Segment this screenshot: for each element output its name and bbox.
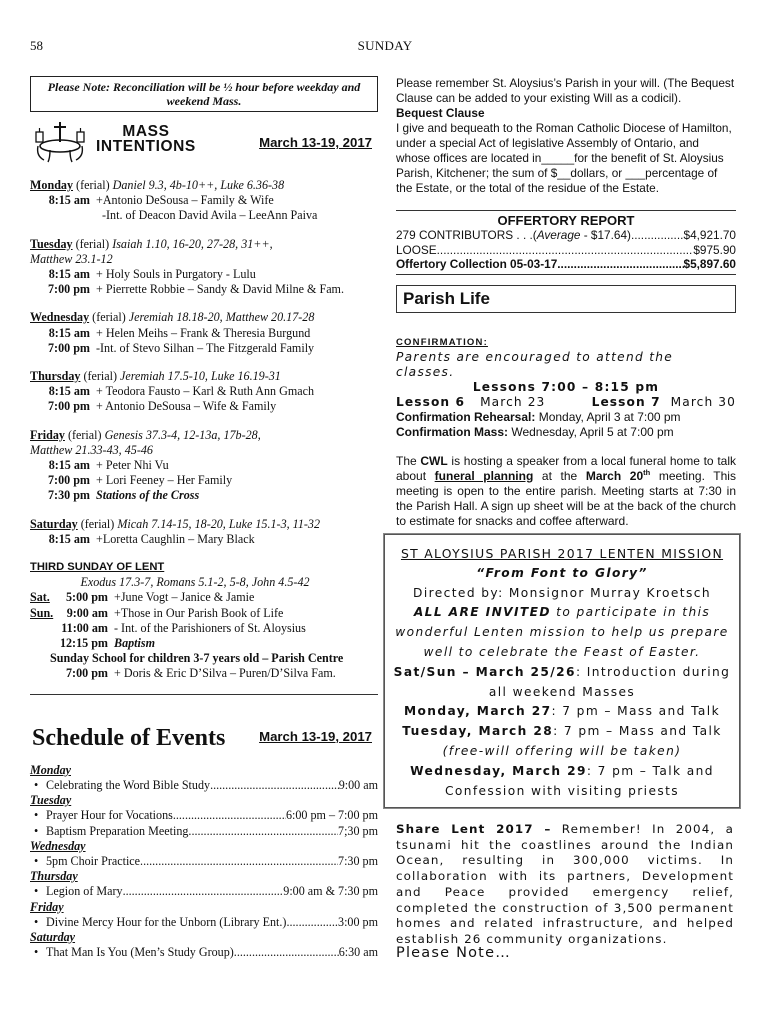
intention: - Int. of the Parishioners of St. Aloysius <box>114 620 306 635</box>
lesson-label: Lesson 6 <box>396 394 466 409</box>
day-label: Wednesday <box>30 310 90 325</box>
share-lent-text: Remember! In 2004, a tsunami hit the coastlines around the Indian Ocean, resulting in 300,000 victims. In collaboration with its partners, Development and Peace provided emergency relief, completed the construction of 3,500 permanent homes and related infrastructure, and helped establish 26 community organizations. <box>396 822 734 946</box>
cwl-announcement <box>396 454 736 529</box>
schedule-day: Tuesday <box>30 793 72 808</box>
mass-time: 7:00 pm <box>48 473 90 488</box>
schedule-header <box>30 701 378 763</box>
offertory-average-value: - $17.64) <box>580 228 631 242</box>
mass-time: 5:00 pm <box>66 590 108 605</box>
cwl-name: CWL <box>420 453 448 468</box>
cwl-text: meeting. This meeting is open to the entire parish. Meeting starts at 7:30 in the Parish Hall. A sign up sheet will be at the back of the church to estimate for snacks and coffee afterward. <box>396 468 736 528</box>
mass-intentions-date: March 13-19, 2017 <box>259 135 372 150</box>
event-time: 6:00 pm – 7:00 pm <box>285 808 378 823</box>
mass-time: 11:00 am <box>61 620 108 635</box>
day-label: Thursday <box>30 369 81 384</box>
offertory-row <box>396 257 736 272</box>
schedule-day: Friday <box>30 899 64 914</box>
intention: + Teodora Fausto – Karl & Ruth Ann Gmach <box>96 384 315 399</box>
event-name: Legion of Mary <box>46 884 123 899</box>
schedule-logo-text: Schedule of Events <box>32 724 226 751</box>
event-time: 7;30 pm <box>338 823 378 838</box>
day-note: (ferial) <box>64 427 105 442</box>
confirmation-mass-value: Wednesday, April 5 at 7:00 pm <box>508 424 674 439</box>
event-time: 6:30 am <box>338 945 378 960</box>
rehearsal-value: Monday, April 3 at 7:00 pm <box>535 409 681 424</box>
intention: + Pierrette Robbie – Sandy & David Milne & Fam. <box>96 282 344 297</box>
mission-date: Tuesday, March 28 <box>402 724 554 739</box>
day-note: (ferial) <box>72 236 113 251</box>
mission-event: all weekend Masses <box>488 684 636 699</box>
cwl-topic: funeral planning <box>434 468 534 483</box>
offertory-amount: $4,921.70 <box>683 228 736 242</box>
readings: Matthew 21.33-43, 45-46 <box>30 442 153 457</box>
offertory-label: LOOSE <box>396 242 437 257</box>
intention: +June Vogt – Janice & Jamie <box>114 590 255 605</box>
third-sunday-title: THIRD SUNDAY OF LENT <box>30 561 165 574</box>
mass-time: 8:15 am <box>48 267 90 282</box>
readings: Jeremiah 17.5-10, Luke 16.19-31 <box>120 369 281 384</box>
offertory-amount: $5,897.60 <box>683 257 736 271</box>
schedule-list <box>30 763 378 961</box>
mass-time: 7:30 pm <box>48 488 90 503</box>
event-name: Divine Mercy Hour for the Unborn (Library Ent.) <box>46 914 287 929</box>
bequest-text: I give and bequeath to the Roman Catholic Diocese of Hamilton, under a special Act of legislative Assembly of Ontario, and whose offices are located in_____for the benefit of St. Aloysius Parish, Kitchener; the sum of $__dollars, or ___percentage of the Estate, or the total of the residue of the Estate. <box>396 121 732 195</box>
schedule-item: • Prayer Hour for Vocations ..... 6:00 pm – 7:00 pm <box>30 808 378 823</box>
mission-event: : 7 pm – Mass and Talk <box>553 724 722 739</box>
lessons-time: Lessons 7:00 – 8:15 pm <box>472 379 660 394</box>
day-label: Sun. <box>30 605 54 620</box>
schedule-day: Wednesday <box>30 838 86 853</box>
schedule-of-events-logo <box>30 715 244 755</box>
cwl-date: March 20 <box>585 468 644 483</box>
mission-text: wonderful Lenten mission to help us prepare <box>395 625 729 640</box>
monday-intentions <box>30 178 378 224</box>
day-note: (ferial) <box>77 516 118 531</box>
offertory-label: Offertory Collection 05-03-17 <box>396 257 558 271</box>
event-name: Celebrating the Word Bible Study <box>46 777 211 792</box>
mass-intentions-title <box>96 124 196 154</box>
day-label: Friday <box>30 427 65 442</box>
intention: -Int. of Deacon David Avila – LeeAnn Paiva <box>102 208 318 223</box>
event-name: Baptism Preparation Meeting <box>46 823 189 838</box>
thursday-intentions <box>30 369 378 415</box>
mass-time: 7:00 pm <box>48 282 90 297</box>
lesson-date: March 30 <box>670 394 736 409</box>
intention: + Doris & Eric D’Silva – Puren/D’Silva Fam. <box>114 666 336 681</box>
readings: Genesis 37.3-4, 12-13a, 17b-28, <box>104 427 261 442</box>
event-time: 9:00 am & 7:30 pm <box>283 884 378 899</box>
rehearsal-label: Confirmation Rehearsal: <box>396 409 536 424</box>
lenten-mission-box <box>384 534 740 808</box>
day-label: Tuesday <box>30 236 73 251</box>
intention: Baptism <box>114 636 155 651</box>
schedule-item: • Divine Mercy Hour for the Unborn (Library Ent.) ..... 3:00 pm <box>30 915 378 930</box>
intention: + Antonio DeSousa – Wife & Family <box>96 399 277 414</box>
schedule-item: • Legion of Mary ..... 9:00 am & 7:30 pm <box>30 884 378 899</box>
mass-time: 8:15 am <box>48 384 90 399</box>
schedule-item: • That Man Is You (Men’s Study Group) ..... 6:30 am <box>30 945 378 960</box>
mission-date: Monday, March 27 <box>403 704 552 719</box>
mission-event: : 7 pm – Talk and <box>586 763 714 778</box>
cwl-text: is hosting a speaker from a local funeral home to talk about <box>396 453 736 483</box>
day-note: (ferial) <box>80 369 121 384</box>
readings: Exodus 17.3-7, Romans 5.1-2, 5-8, John 4.5-42 <box>80 575 310 590</box>
event-time: 9:00 am <box>338 777 378 792</box>
intention: Stations of the Cross <box>96 488 200 503</box>
readings: Jeremiah 18.18-20, Matthew 20.17-28 <box>128 310 315 325</box>
confirmation-rehearsal <box>396 410 736 425</box>
event-time: 3:00 pm <box>338 914 378 929</box>
saturday-intentions <box>30 517 378 547</box>
intention: + Lori Feeney – Her Family <box>96 473 233 488</box>
confirmation-label: CONFIRMATION: <box>396 336 488 348</box>
intention: +Loretta Caughlin – Mary Black <box>96 531 255 546</box>
mission-subtitle: “From Font to Glory” <box>476 565 648 580</box>
confirmation-mass <box>396 425 736 440</box>
offertory-row <box>396 243 736 258</box>
mass-time: 7:00 pm <box>48 340 90 355</box>
mass-time: 12:15 pm <box>59 636 108 651</box>
offertory-label: 279 CONTRIBUTORS . . .( <box>396 228 537 242</box>
tuesday-intentions <box>30 237 378 298</box>
intention: -Int. of Stevo Silhan – The Fitzgerald Family <box>96 340 315 355</box>
schedule-date: March 13-19, 2017 <box>259 728 372 744</box>
mass-time: 8:15 am <box>48 325 90 340</box>
cwl-date-suffix: th <box>643 467 651 477</box>
day-label: Monday <box>30 178 74 192</box>
event-time: 7:30 pm <box>338 853 378 868</box>
intention: + Peter Nhi Vu <box>96 458 169 473</box>
mission-date: Sat/Sun – March 25/26 <box>393 664 576 679</box>
mission-text: well to celebrate the Feast of Easter. <box>423 644 701 659</box>
page-number: 58 <box>30 38 43 53</box>
section-divider <box>30 694 378 695</box>
day-label: Saturday <box>30 516 78 531</box>
mass-time: 8:15 am <box>48 458 90 473</box>
mission-title: ST ALOYSIUS PARISH 2017 LENTEN MISSION <box>400 546 724 561</box>
readings: Daniel 9.3, 4b-10++, Luke 6.36-38 <box>112 178 285 192</box>
lenten-mission <box>385 535 739 801</box>
offertory-amount: $975.90 <box>693 242 736 257</box>
cwl-text: at the <box>533 468 586 483</box>
event-name: Prayer Hour for Vocations <box>46 808 173 823</box>
readings: Micah 7.14-15, 18-20, Luke 15.1-3, 11-32 <box>117 516 320 531</box>
schedule-day: Monday <box>30 762 71 777</box>
offertory-report <box>396 210 736 275</box>
offertory-average-label: Average <box>536 228 581 242</box>
day-note: (ferial) <box>89 310 129 325</box>
mass-time: 8:15 am <box>48 531 90 546</box>
schedule-item: • Baptism Preparation Meeting ..... 7;30 pm <box>30 824 378 839</box>
day-label: Sat. <box>30 590 50 605</box>
please-note-heading: Please Note… <box>396 945 511 961</box>
wednesday-intentions <box>30 310 378 356</box>
mass-title-line2: INTENTIONS <box>96 138 196 155</box>
mass-intentions-header <box>30 118 378 178</box>
reconciliation-note: Please Note: Reconciliation will be ½ hour before weekday and weekend Mass. <box>30 76 378 112</box>
lesson-dates <box>396 395 736 410</box>
bequest-intro: Please remember St. Aloysius’s Parish in your will. (The Bequest Clause can be added to your existing Will as a codicil). <box>396 76 735 105</box>
offertory-title: OFFERTORY REPORT <box>497 213 635 228</box>
left-column <box>30 76 378 960</box>
intention: + Helen Meihs – Frank & Theresia Burgund <box>96 325 311 340</box>
mission-date: Wednesday, March 29 <box>410 763 587 778</box>
mission-event: : Introduction during <box>575 664 731 679</box>
confirmation-encourage: Parents are encouraged to attend the classes. <box>396 349 674 379</box>
confirmation-mass-label: Confirmation Mass: <box>396 424 509 439</box>
day-note: (ferial) <box>73 178 113 192</box>
schedule-item: • 5pm Choir Practice ..... 7:30 pm <box>30 854 378 869</box>
bequest-title: Bequest Clause <box>396 106 485 120</box>
mission-event: Confession with visiting priests <box>444 783 680 798</box>
event-name: That Man Is You (Men’s Study Group) <box>46 945 234 960</box>
mission-invite-bold: ALL ARE INVITED <box>413 605 551 620</box>
schedule-item: • Celebrating the Word Bible Study ..... 9:00 am <box>30 778 378 793</box>
sunday-school-note: Sunday School for children 3-7 years old – Parish Centre <box>50 651 344 666</box>
mass-time: 9:00 am <box>66 605 108 620</box>
bequest-section <box>396 76 736 196</box>
mission-invite: to participate in this <box>550 605 711 620</box>
mission-offering-note: (free-will offering will be taken) <box>442 743 682 758</box>
parish-life-heading: Parish Life <box>396 285 736 313</box>
intention: +Antonio DeSousa – Family & Wife <box>96 193 274 208</box>
mass-time: 8:15 am <box>48 193 90 208</box>
event-name: 5pm Choir Practice <box>46 853 141 868</box>
share-lent-paragraph <box>396 822 734 948</box>
share-lent-title: Share Lent 2017 – <box>396 822 552 836</box>
intention: + Holy Souls in Purgatory - Lulu <box>96 267 256 282</box>
mission-director: Directed by: Monsignor Murray Kroetsch <box>413 585 711 600</box>
schedule-day: Thursday <box>30 869 78 884</box>
schedule-day: Saturday <box>30 929 76 944</box>
third-sunday-intentions <box>30 560 378 682</box>
mass-time: 7:00 pm <box>66 666 108 681</box>
cwl-text: The <box>396 453 421 468</box>
mission-event: : 7 pm – Mass and Talk <box>551 704 721 719</box>
mass-time: 7:00 pm <box>48 399 90 414</box>
running-head: SUNDAY <box>357 38 413 53</box>
lesson-date: March 23 <box>480 394 546 409</box>
friday-intentions <box>30 428 378 504</box>
readings: Isaiah 1.10, 16-20, 27-28, 31++, <box>112 236 273 251</box>
mass-title-line1: MASS <box>122 123 170 140</box>
lesson-label: Lesson 7 <box>591 394 661 409</box>
offertory-row <box>396 228 736 243</box>
right-column <box>396 76 736 529</box>
readings: Matthew 23.1-12 <box>30 251 113 266</box>
intention: +Those in Our Parish Book of Life <box>114 605 284 620</box>
mass-intentions-logo-icon <box>30 120 90 166</box>
